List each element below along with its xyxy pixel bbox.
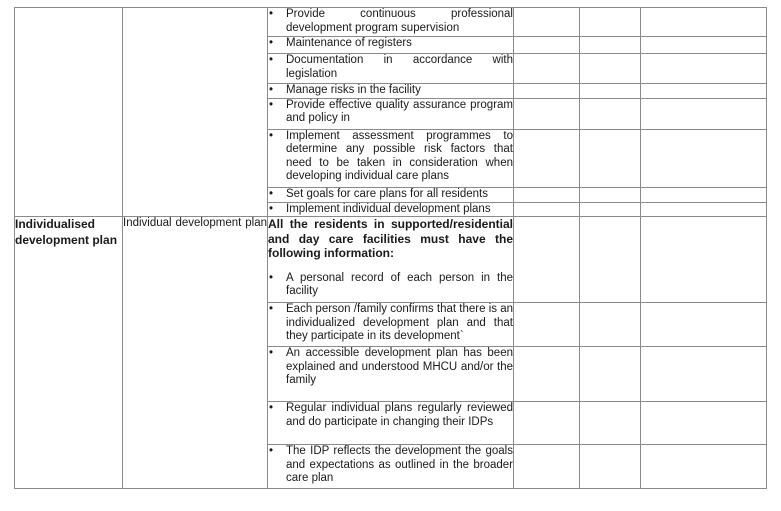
section-intro: All the residents in supported/residential and day care facilities must have the following information:: [268, 217, 513, 260]
standard-cell: [268, 402, 514, 445]
score-cell: [514, 303, 580, 347]
comment-cell: [641, 445, 767, 489]
bullet-icon: •: [269, 37, 274, 49]
bullet-icon: •: [269, 84, 274, 96]
comment-cell: [641, 202, 767, 217]
score-cell: [580, 84, 641, 99]
criterion-cell-empty: [15, 8, 123, 217]
bullet-icon: •: [269, 271, 274, 284]
standard-cell: [268, 217, 514, 303]
list-item: • Provide effective quality assurance program and policy in: [269, 98, 513, 124]
standard-cell: [268, 303, 514, 347]
score-cell: [514, 54, 580, 84]
score-cell: [580, 98, 641, 129]
score-cell: [514, 347, 580, 402]
list-item: • A personal record of each person in the facility: [269, 271, 513, 297]
score-cell: [580, 217, 641, 303]
score-cell: [514, 84, 580, 99]
bullet-icon: •: [269, 445, 274, 457]
list-item: • The IDP reflects the development the goals and expectations as outlined in the broader care plan: [269, 445, 513, 484]
score-cell: [514, 445, 580, 489]
standard-cell: [268, 98, 514, 129]
list-item: • Implement assessment programmes to determine any possible risk factors that need to be taken in consideration when developing individual care plans: [269, 129, 513, 182]
standard-cell: [268, 8, 514, 37]
indicator-cell-empty: [123, 8, 268, 217]
score-cell: [514, 8, 580, 37]
score-cell: [580, 402, 641, 445]
bullet-icon: •: [269, 54, 274, 66]
list-item: • Implement individual development plans: [269, 202, 491, 215]
score-cell: [514, 187, 580, 202]
comment-cell: [641, 129, 767, 187]
score-cell: [580, 37, 641, 54]
list-item: • Regular individual plans regularly reviewed and do participate in changing their IDPs: [269, 402, 513, 428]
indicator-cell: [123, 217, 268, 489]
list-item: • Maintenance of registers: [269, 37, 412, 49]
comment-cell: [641, 217, 767, 303]
criterion-cell: [15, 217, 123, 489]
standard-cell: [268, 37, 514, 54]
comment-cell: [641, 37, 767, 54]
score-cell: [580, 54, 641, 84]
score-cell: [514, 217, 580, 303]
list-item: • An accessible development plan has been explained and understood MHCU and/or the family: [269, 347, 513, 386]
indicator-label: Individual development plan: [123, 217, 267, 229]
bullet-icon: •: [269, 303, 274, 315]
list-item: • Each person /family confirms that there is an individualized development plan and that they participate in its development`: [269, 303, 513, 342]
score-cell: [580, 445, 641, 489]
score-cell: [580, 187, 641, 202]
criterion-label: Individualised development plan: [15, 217, 118, 247]
comment-cell: [641, 187, 767, 202]
comment-cell: [641, 402, 767, 445]
bullet-icon: •: [269, 129, 274, 142]
score-cell: [514, 37, 580, 54]
standard-cell: [268, 187, 514, 202]
score-cell: [514, 402, 580, 445]
list-item: • Set goals for care plans for all residents: [269, 187, 488, 200]
standard-cell: [268, 445, 514, 489]
score-cell: [580, 129, 641, 187]
comment-cell: [641, 347, 767, 402]
standard-cell: [268, 129, 514, 187]
table-row: [15, 8, 767, 37]
bullet-icon: •: [269, 402, 274, 414]
comment-cell: [641, 8, 767, 37]
bullet-icon: •: [269, 202, 274, 215]
score-cell: [580, 8, 641, 37]
score-cell: [580, 303, 641, 347]
list-item: • Manage risks in the facility: [269, 84, 421, 96]
standard-cell: [268, 347, 514, 402]
standard-cell: [268, 202, 514, 217]
comment-cell: [641, 54, 767, 84]
standard-cell: [268, 84, 514, 99]
bullet-icon: •: [269, 8, 274, 20]
score-cell: [514, 129, 580, 187]
comment-cell: [641, 98, 767, 129]
standards-table: [14, 7, 767, 489]
score-cell: [580, 202, 641, 217]
standard-cell: [268, 54, 514, 84]
comment-cell: [641, 303, 767, 347]
table-row: [15, 217, 767, 303]
list-item: • Provide continuous professional development program supervision: [269, 8, 513, 34]
score-cell: [514, 98, 580, 129]
bullet-icon: •: [269, 347, 274, 359]
score-cell: [580, 347, 641, 402]
bullet-icon: •: [269, 98, 274, 111]
score-cell: [514, 202, 580, 217]
list-item: • Documentation in accordance with legislation: [269, 54, 513, 80]
comment-cell: [641, 84, 767, 99]
bullet-icon: •: [269, 187, 274, 200]
